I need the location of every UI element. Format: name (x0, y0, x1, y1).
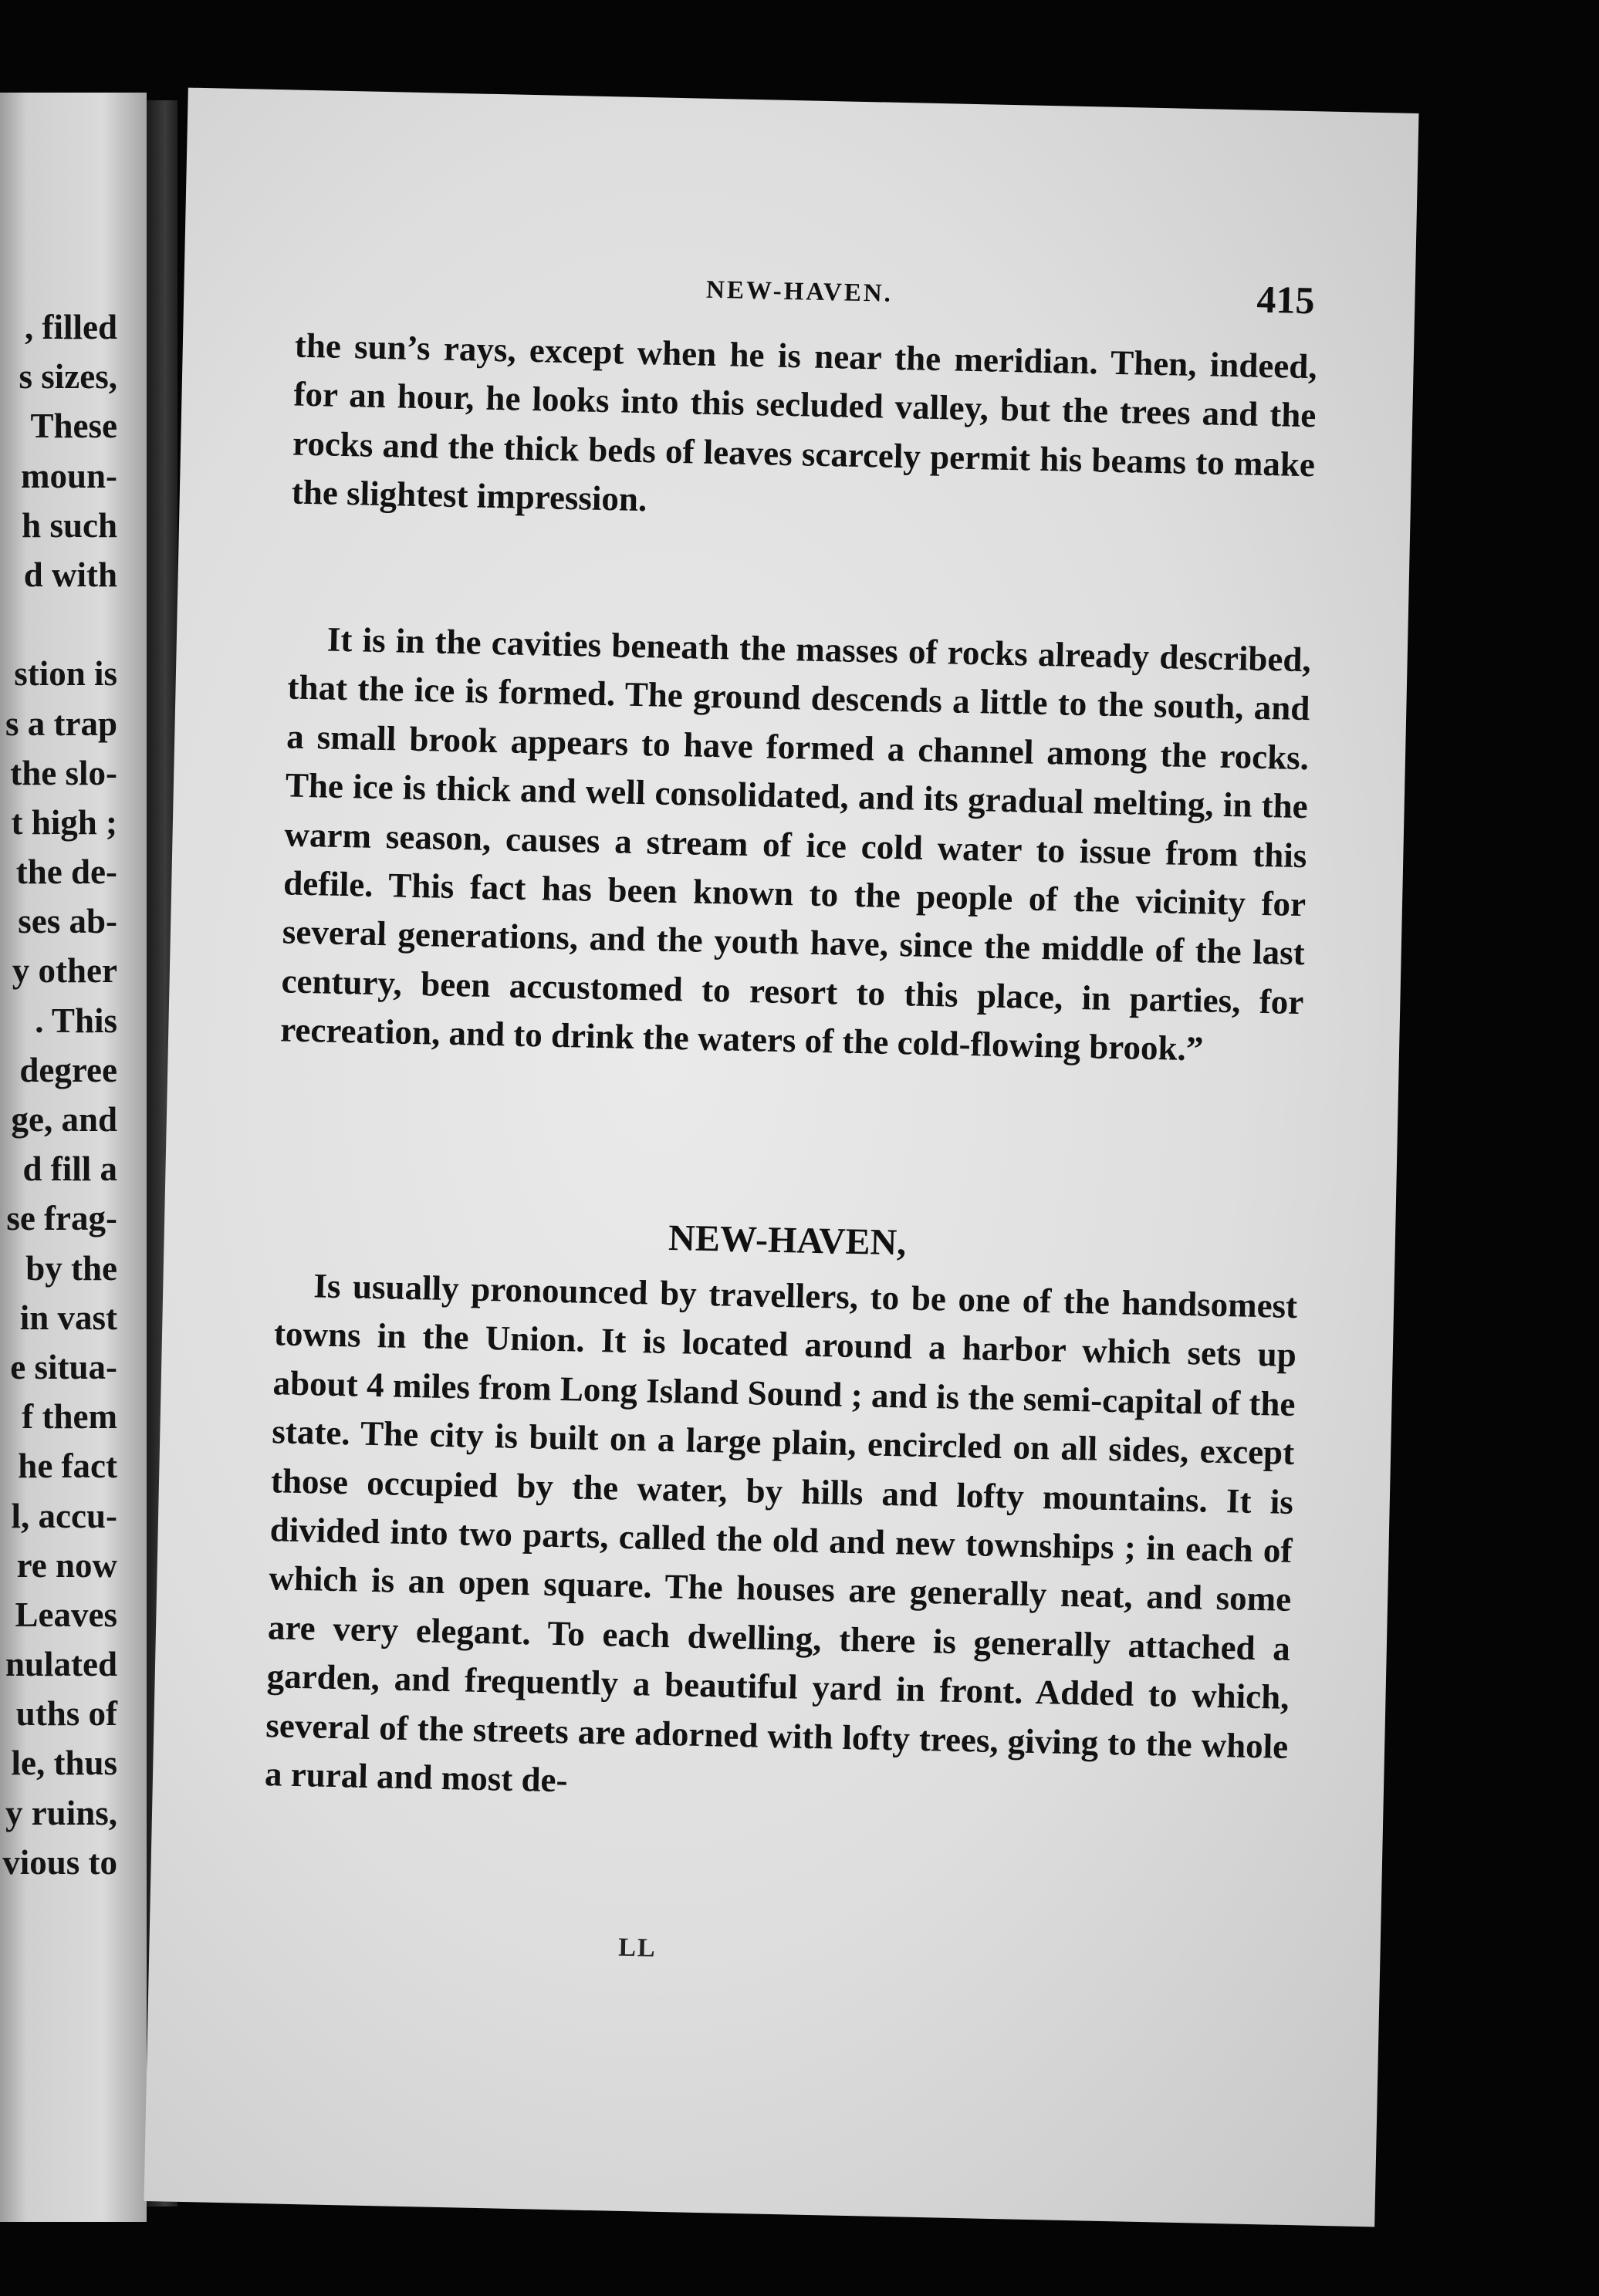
facing-page-line: e situa- (10, 1347, 117, 1386)
facing-page-line: Leaves (15, 1595, 117, 1634)
facing-page-line: . This (35, 1001, 117, 1040)
facing-page-line: uths of (15, 1694, 117, 1734)
facing-page-line: ge, and (11, 1100, 117, 1139)
facing-page-line: moun- (20, 456, 117, 495)
facing-page-line: y ruins, (5, 1793, 117, 1832)
paragraph: Is usually pronounced by travellers, to be one of the handsomest towns in the Union. It is located around a harbor which sets up about 4 miles from Long Island Sound ; and is the semi-capital of the state. The city is built on a large plain, encircled on all sides, except those occupied by the water, by hills and lofty mountains. It is divided into two parts, called the old and new townships ; in each of which is an open square. The houses are generally neat, and some are very elegant. To each dwelling, there is generally attached a garden, and frequently a beautiful yard in front. Added to which, several of the streets are adorned with lofty trees, giving to the whole a rural and most de- (264, 1266, 1298, 1800)
signature-mark: LL (617, 1933, 658, 1963)
facing-page-line: the de- (15, 853, 117, 892)
facing-page-line: , filled (25, 308, 117, 346)
facing-page-line: in vast (19, 1298, 117, 1337)
section-heading: NEW-HAVEN, (668, 1217, 907, 1264)
book-page (144, 88, 1418, 2227)
facing-page-line: se frag- (6, 1199, 117, 1238)
facing-page (0, 93, 147, 2222)
running-head: NEW-HAVEN. (705, 275, 894, 308)
facing-page-line: re now (16, 1545, 117, 1585)
facing-page-line: le, thus (11, 1744, 117, 1783)
facing-page-line: nulated (5, 1645, 117, 1684)
facing-page-line: vious to (2, 1842, 117, 1882)
facing-page-line: d with (23, 555, 117, 594)
facing-page-line: l, accu- (11, 1496, 117, 1535)
facing-page-line: These (30, 407, 117, 446)
facing-page-line: d fill a (22, 1150, 117, 1189)
facing-page-line: h such (22, 505, 117, 545)
facing-page-text (0, 302, 117, 1887)
facing-page-line: t high ; (11, 802, 117, 842)
page-number: 415 (1256, 277, 1316, 322)
facing-page-line: ses ab- (18, 902, 117, 941)
facing-page-line: s a trap (5, 704, 117, 743)
facing-page-line: y other (12, 951, 117, 991)
page-header (284, 256, 1315, 332)
paragraph: It is in the cavities beneath the masses of rocks already described, that the ice is formed. The ground descends a little to the south, and a small brook appears to have formed a channel among the rocks. The ice is thick and well consolidated, and its gradual melting, in the warm season, causes a stream of ice cold water to issue from this defile. This fact has been known to the people of the vicinity for several generations, and the youth have, since the middle of the last century, been accustomed to resort to this place, in parties, for recreation, and to drink the waters of the cold-flowing brook.” (279, 620, 1312, 1069)
facing-page-line: stion is (14, 654, 117, 694)
facing-page-line (0, 599, 117, 649)
facing-page-line: degree (19, 1050, 117, 1089)
facing-page-line: s sizes, (19, 357, 117, 397)
facing-page-line: he fact (18, 1447, 117, 1486)
paragraph: the sun’s rays, except when he is near the meridian. Then, indeed, for an hour, he looks into this secluded valley, but the trees and the rocks and the thick beds of leaves scarcely permit his beams to make the slightest impression. (291, 326, 1318, 519)
facing-page-line: by the (25, 1248, 117, 1288)
facing-page-line: the slo- (10, 753, 117, 792)
facing-page-line: f them (22, 1397, 117, 1437)
